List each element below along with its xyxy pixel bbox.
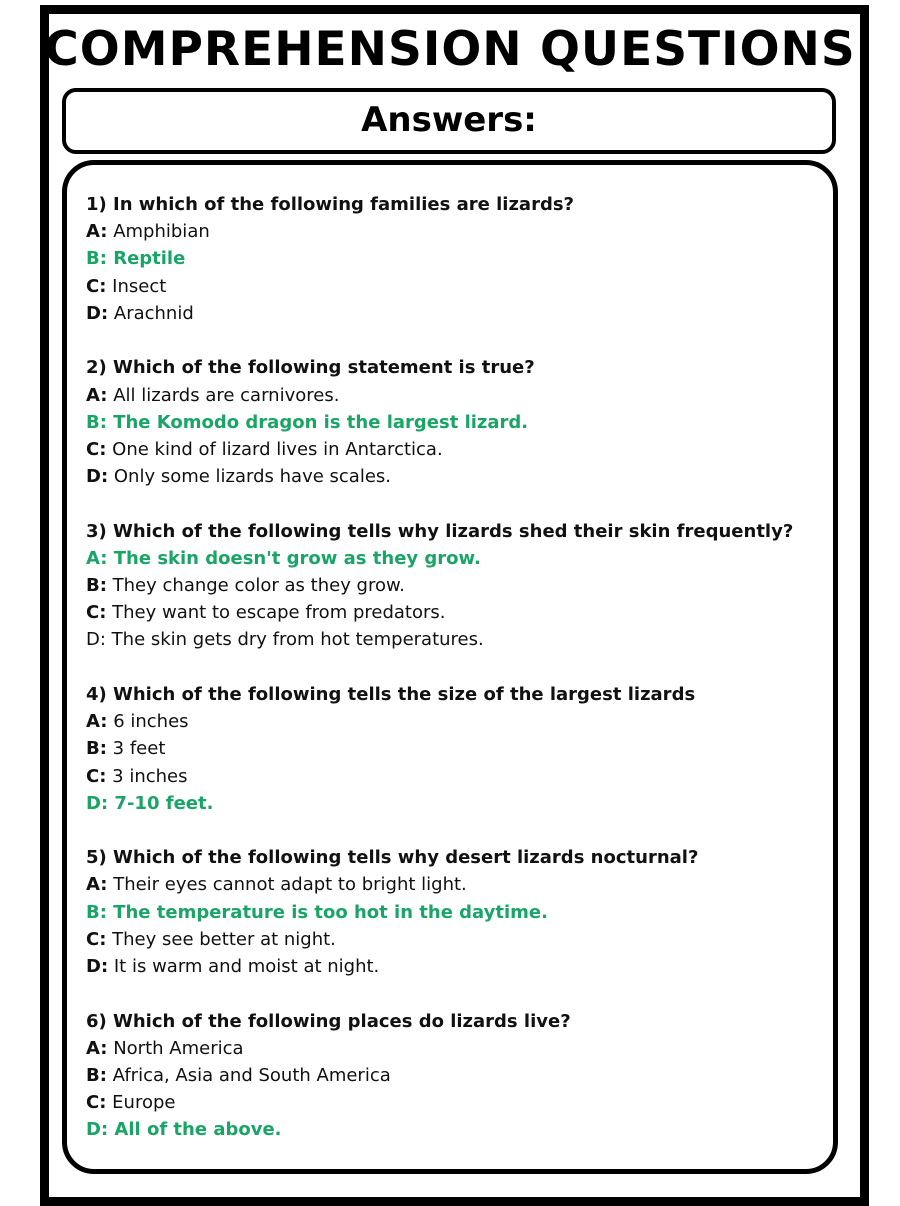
option-text: The skin gets dry from hot temperatures. (111, 629, 484, 651)
option-text: They see better at night. (112, 928, 336, 950)
option-text: Africa, Asia and South America (112, 1064, 391, 1086)
answer-option (86, 926, 806, 953)
option-text: Reptile (113, 248, 186, 270)
option-letter: C: (86, 1092, 107, 1114)
option-text: 3 inches (112, 765, 188, 787)
option-letter: D: (86, 629, 106, 651)
answer-option (86, 273, 806, 300)
option-text: Their eyes cannot adapt to bright light. (113, 874, 467, 896)
option-text: It is warm and moist at night. (113, 956, 380, 978)
option-text: 7-10 feet. (114, 792, 214, 814)
option-letter: C: (86, 438, 107, 460)
option-letter: A: (86, 221, 108, 243)
answer-option (86, 953, 806, 980)
option-letter: D: (86, 792, 109, 814)
option-letter: A: (86, 1037, 108, 1059)
question-block (86, 518, 806, 654)
question-text: 5) Which of the following tells why desert lizards nocturnal? (86, 847, 699, 869)
answers-label: Answers: (361, 100, 537, 140)
option-text: The temperature is too hot in the daytime. (113, 901, 548, 923)
option-text: Europe (112, 1092, 176, 1114)
correct-answer-option (86, 409, 806, 436)
answer-option (86, 436, 806, 463)
correct-answer-option (86, 790, 806, 817)
question-block (86, 1008, 806, 1144)
option-letter: B: (86, 738, 107, 760)
option-text: All lizards are carnivores. (113, 384, 340, 406)
option-text: They want to escape from predators. (112, 602, 446, 624)
correct-answer-option (86, 245, 806, 272)
questions-list (86, 191, 806, 1171)
option-letter: A: (86, 874, 108, 896)
option-text: North America (113, 1037, 244, 1059)
option-letter: A: (86, 711, 108, 733)
option-text: All of the above. (114, 1119, 282, 1141)
question-text: 4) Which of the following tells the size of the largest lizards (86, 683, 696, 705)
question-text: 1) In which of the following families are lizards? (86, 194, 574, 215)
option-letter: D: (86, 1119, 109, 1141)
option-letter: C: (86, 602, 107, 624)
option-text: They change color as they grow. (112, 575, 405, 597)
option-letter: C: (86, 928, 107, 950)
option-text: The skin doesn't grow as they grow. (113, 547, 481, 569)
answer-option (86, 871, 806, 898)
question-block (86, 844, 806, 980)
question-block (86, 354, 806, 490)
answer-option (86, 599, 806, 626)
option-letter: B: (86, 901, 107, 923)
answer-option (86, 626, 806, 653)
correct-answer-option (86, 1116, 806, 1143)
option-text: 6 inches (113, 711, 189, 733)
option-letter: C: (86, 275, 107, 297)
option-letter: C: (86, 765, 107, 787)
question-text: 2) Which of the following statement is true? (86, 357, 535, 379)
option-letter: B: (86, 1064, 107, 1086)
answer-option (86, 1035, 806, 1062)
question-block (86, 681, 806, 817)
answer-option (86, 1062, 806, 1089)
option-text: 3 feet (112, 738, 166, 760)
option-letter: B: (86, 248, 107, 270)
answer-option (86, 763, 806, 790)
option-letter: D: (86, 466, 109, 488)
answer-option (86, 382, 806, 409)
correct-answer-option (86, 545, 806, 572)
answer-option (86, 708, 806, 735)
answer-option (86, 463, 806, 490)
option-letter: B: (86, 411, 107, 433)
option-letter: D: (86, 956, 109, 978)
option-text: One kind of lizard lives in Antarctica. (112, 438, 443, 460)
question-text: 3) Which of the following tells why lizards shed their skin frequently? (86, 520, 794, 542)
answer-option (86, 735, 806, 762)
answer-option (86, 1089, 806, 1116)
correct-answer-option (86, 899, 806, 926)
page-title: COMPREHENSION QUESTIONS (44, 22, 856, 77)
answers-header-box (62, 88, 836, 154)
answer-option (86, 218, 806, 245)
question-text: 6) Which of the following places do lizards live? (86, 1010, 571, 1032)
option-text: Arachnid (113, 302, 194, 324)
option-text: Insect (112, 275, 167, 297)
answer-option (86, 572, 806, 599)
question-block (86, 191, 806, 327)
option-text: Amphibian (113, 221, 210, 243)
answer-option (86, 300, 806, 327)
option-letter: D: (86, 302, 109, 324)
option-letter: B: (86, 575, 107, 597)
option-letter: A: (86, 384, 108, 406)
option-text: Only some lizards have scales. (113, 466, 392, 488)
option-text: The Komodo dragon is the largest lizard. (113, 411, 529, 433)
option-letter: A: (86, 547, 108, 569)
